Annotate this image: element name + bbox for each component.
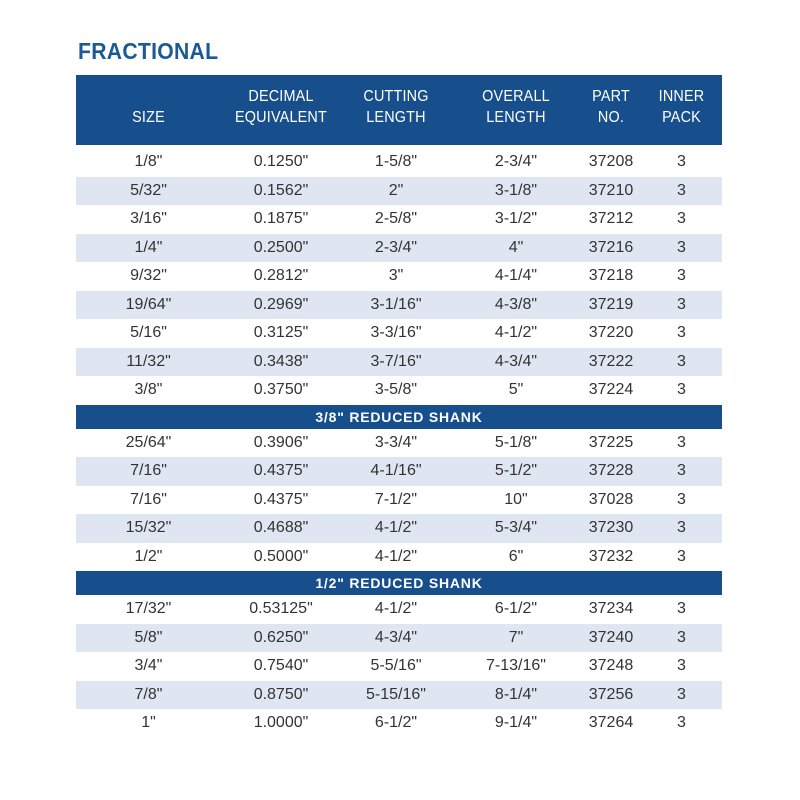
table-row — [76, 543, 722, 572]
cell-cutting-length: 7-1/2" — [374, 490, 418, 508]
cell-cutting-length: 1-5/8" — [374, 153, 418, 170]
cell-overall-length: 5" — [508, 381, 524, 398]
cell-decimal-equivalent: 1.0000" — [253, 714, 309, 731]
cell-cutting-length: 4-1/2" — [374, 519, 418, 536]
table-row — [76, 262, 722, 291]
cell-inner-pack: 3 — [677, 547, 686, 565]
cell-cutting-length: 3-5/8" — [374, 381, 418, 398]
cell-cutting-length: 3-7/16" — [370, 352, 422, 370]
cell-decimal-equivalent: 0.4375" — [253, 462, 309, 479]
cell-size: 11/32" — [126, 352, 171, 370]
section-header: 3/8" REDUCED SHANK — [76, 405, 722, 429]
cell-cutting-length: 4-1/16" — [370, 462, 422, 479]
header-cutting-length-line: CUTTING — [363, 88, 429, 105]
table-row — [76, 514, 722, 543]
cell-inner-pack: 3 — [677, 324, 686, 341]
table-row — [76, 624, 722, 653]
cell-decimal-equivalent: 0.3906" — [253, 433, 309, 451]
header-size — [83, 107, 214, 128]
cell-size: 5/16" — [130, 324, 167, 341]
cell-overall-length: 6-1/2" — [494, 600, 538, 617]
cell-part-no: 37220 — [588, 324, 634, 341]
cell-decimal-equivalent: 0.6250" — [253, 628, 309, 646]
header-part-no — [584, 86, 638, 128]
cell-part-no: 37222 — [588, 352, 634, 370]
cell-overall-length: 3-1/2" — [494, 210, 538, 227]
cell-part-no: 37210 — [588, 181, 634, 199]
cell-decimal-equivalent: 0.2500" — [253, 238, 309, 256]
cell-overall-length: 7-13/16" — [486, 657, 546, 674]
header-size-line: SIZE — [132, 109, 165, 126]
cell-cutting-length: 3-3/16" — [370, 324, 422, 341]
header-overall-length-line: LENGTH — [486, 109, 546, 126]
cell-overall-length: 4" — [508, 238, 524, 256]
table-row — [76, 319, 722, 348]
header-inner-pack-line: PACK — [662, 109, 701, 126]
cell-overall-length: 4-3/4" — [494, 352, 538, 370]
cell-size: 1" — [141, 714, 156, 731]
cell-inner-pack: 3 — [677, 267, 686, 284]
cell-size: 1/4" — [134, 238, 163, 256]
table-body — [76, 145, 722, 738]
cell-cutting-length: 3-1/16" — [370, 295, 422, 313]
table-row — [76, 429, 722, 458]
cell-overall-length: 5-1/2" — [494, 462, 538, 479]
cell-decimal-equivalent: 0.53125" — [249, 600, 313, 617]
cell-size: 25/64" — [125, 433, 172, 451]
cell-part-no: 37216 — [588, 238, 634, 256]
cell-part-no: 37264 — [588, 714, 634, 731]
cell-overall-length: 4-1/4" — [494, 267, 538, 284]
cell-overall-length: 6" — [508, 547, 524, 565]
cell-size: 7/16" — [130, 462, 167, 479]
cell-decimal-equivalent: 0.5000" — [253, 547, 309, 565]
cell-cutting-length: 5-5/16" — [370, 657, 422, 674]
cell-size: 7/16" — [130, 490, 167, 508]
cell-part-no: 37248 — [588, 657, 634, 674]
table-row — [76, 681, 722, 710]
cell-size: 7/8" — [134, 685, 163, 703]
table-row — [76, 652, 722, 681]
cell-size: 3/8" — [134, 381, 163, 398]
cell-part-no: 37212 — [588, 210, 634, 227]
cell-part-no: 37228 — [588, 462, 634, 479]
cell-inner-pack: 3 — [677, 181, 686, 199]
cell-inner-pack: 3 — [677, 490, 686, 508]
cell-decimal-equivalent: 0.2969" — [253, 295, 309, 313]
cell-size: 5/32" — [130, 181, 167, 199]
cell-size: 19/64" — [125, 295, 172, 313]
cell-part-no: 37225 — [588, 433, 634, 451]
header-decimal-equivalent-line: DECIMAL — [248, 88, 314, 105]
cell-inner-pack: 3 — [677, 685, 686, 703]
cell-inner-pack: 3 — [677, 714, 686, 731]
cell-part-no: 37219 — [588, 295, 634, 313]
cell-inner-pack: 3 — [677, 462, 686, 479]
cell-overall-length: 10" — [504, 490, 528, 508]
header-part-no-line: PART — [592, 88, 630, 105]
cell-size: 17/32" — [125, 600, 172, 617]
cell-size: 9/32" — [130, 267, 167, 284]
header-part-no-line: NO. — [597, 109, 625, 126]
cell-part-no: 37256 — [588, 685, 634, 703]
cell-decimal-equivalent: 0.7540" — [253, 657, 309, 674]
header-decimal-equivalent — [227, 86, 335, 128]
cell-decimal-equivalent: 0.2812" — [253, 267, 309, 284]
cell-overall-length: 8-1/4" — [494, 685, 538, 703]
page-title: FRACTIONAL — [78, 38, 219, 64]
cell-size: 1/2" — [134, 547, 163, 565]
cell-part-no: 37224 — [588, 381, 634, 398]
cell-decimal-equivalent: 0.3750" — [253, 381, 309, 398]
cell-size: 3/4" — [134, 657, 163, 674]
cell-decimal-equivalent: 0.8750" — [253, 685, 309, 703]
cell-overall-length: 2-3/4" — [494, 153, 538, 170]
header-inner-pack — [645, 86, 718, 128]
header-overall-length-line: OVERALL — [482, 88, 550, 105]
cell-overall-length: 4-3/8" — [494, 295, 538, 313]
cell-decimal-equivalent: 0.4375" — [253, 490, 309, 508]
cell-part-no: 37240 — [588, 628, 634, 646]
cell-cutting-length: 6-1/2" — [374, 714, 418, 731]
table-row — [76, 348, 722, 377]
cell-overall-length: 5-3/4" — [494, 519, 538, 536]
cell-overall-length: 3-1/8" — [494, 181, 538, 199]
cell-inner-pack: 3 — [677, 153, 686, 170]
cell-cutting-length: 4-1/2" — [374, 547, 418, 565]
cell-cutting-length: 3-3/4" — [374, 433, 418, 451]
cell-part-no: 37208 — [588, 153, 634, 170]
cell-part-no: 37218 — [588, 267, 634, 284]
cell-decimal-equivalent: 0.3125" — [253, 324, 309, 341]
table-row — [76, 595, 722, 624]
cell-overall-length: 7" — [508, 628, 524, 646]
cell-cutting-length: 4-3/4" — [374, 628, 418, 646]
cell-inner-pack: 3 — [677, 657, 686, 674]
cell-cutting-length: 4-1/2" — [374, 600, 418, 617]
cell-part-no: 37232 — [588, 547, 634, 565]
table-row — [76, 148, 722, 177]
cell-inner-pack: 3 — [677, 295, 686, 313]
cell-size: 5/8" — [134, 628, 163, 646]
spec-table — [76, 75, 722, 738]
cell-inner-pack: 3 — [677, 600, 686, 617]
cell-inner-pack: 3 — [677, 381, 686, 398]
header-decimal-equivalent-line: EQUIVALENT — [235, 109, 327, 126]
cell-decimal-equivalent: 0.3438" — [253, 352, 309, 370]
cell-size: 15/32" — [125, 519, 172, 536]
header-overall-length — [458, 86, 575, 128]
cell-decimal-equivalent: 0.1250" — [253, 153, 309, 170]
header-cutting-length — [347, 86, 446, 128]
cell-cutting-length: 2-3/4" — [374, 238, 418, 256]
cell-decimal-equivalent: 0.4688" — [253, 519, 309, 536]
section-header: 1/2" REDUCED SHANK — [76, 571, 722, 595]
header-cutting-length-line: LENGTH — [366, 109, 426, 126]
cell-inner-pack: 3 — [677, 238, 686, 256]
table-row — [76, 177, 722, 206]
cell-inner-pack: 3 — [677, 210, 686, 227]
cell-cutting-length: 2" — [388, 181, 404, 199]
table-row — [76, 205, 722, 234]
cell-overall-length: 5-1/8" — [494, 433, 538, 451]
cell-decimal-equivalent: 0.1875" — [253, 210, 309, 227]
cell-size: 3/16" — [130, 210, 167, 227]
table-header — [76, 75, 722, 145]
cell-cutting-length: 3" — [388, 267, 404, 284]
table-row — [76, 234, 722, 263]
cell-size: 1/8" — [134, 153, 163, 170]
table-row — [76, 486, 722, 515]
table-row — [76, 457, 722, 486]
cell-cutting-length: 5-15/16" — [366, 685, 426, 703]
header-inner-pack-line: INNER — [658, 88, 705, 105]
table-row — [76, 709, 722, 738]
table-row — [76, 376, 722, 405]
cell-cutting-length: 2-5/8" — [374, 210, 418, 227]
cell-part-no: 37230 — [588, 519, 634, 536]
cell-overall-length: 9-1/4" — [494, 714, 538, 731]
cell-overall-length: 4-1/2" — [494, 324, 538, 341]
cell-inner-pack: 3 — [677, 352, 686, 370]
cell-part-no: 37234 — [588, 600, 634, 617]
cell-decimal-equivalent: 0.1562" — [253, 181, 309, 199]
cell-inner-pack: 3 — [677, 519, 686, 536]
cell-part-no: 37028 — [588, 490, 634, 508]
cell-inner-pack: 3 — [677, 628, 686, 646]
cell-inner-pack: 3 — [677, 433, 686, 451]
table-row — [76, 291, 722, 320]
